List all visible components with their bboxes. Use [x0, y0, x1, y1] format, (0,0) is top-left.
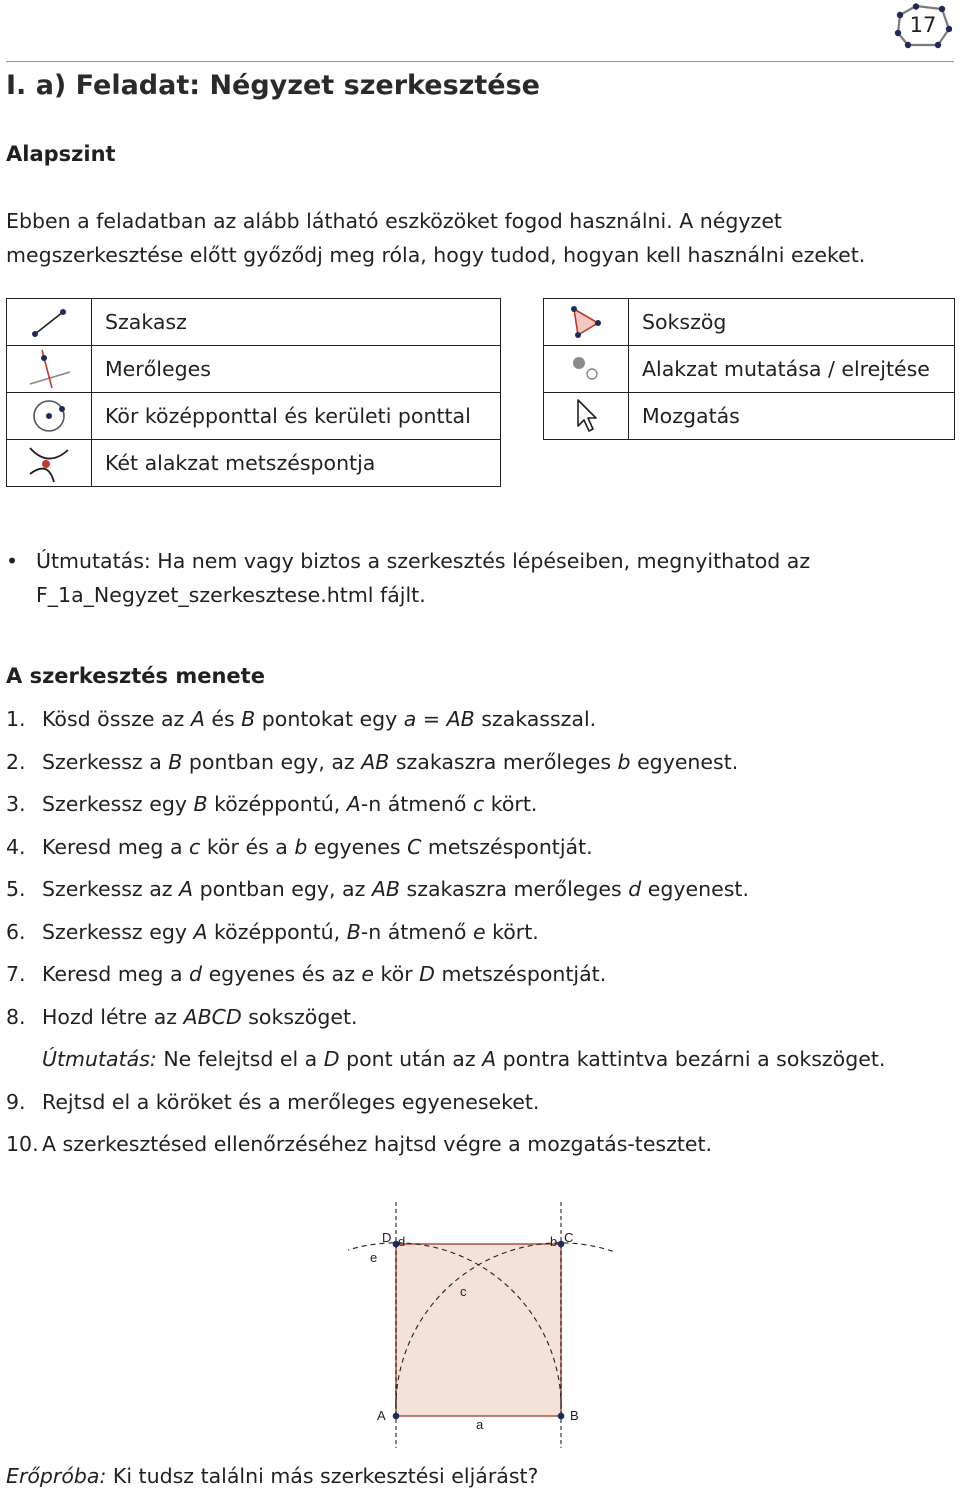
- step-number: 10.: [6, 1132, 39, 1156]
- tool-label-circle: Kör középponttal és kerületi ponttal: [92, 393, 501, 440]
- challenge-label: Erőpróba:: [6, 1464, 107, 1488]
- header-rule: [6, 61, 954, 62]
- tool-row-polygon: [544, 299, 955, 346]
- page-title: I. a) Feladat: Négyzet szerkesztése: [6, 70, 540, 101]
- bullet: •: [6, 549, 19, 573]
- step-4: [6, 830, 946, 873]
- step-number: 6.: [6, 919, 26, 944]
- page-number: 17: [909, 13, 937, 37]
- tool-label-perpendicular: Merőleges: [92, 346, 501, 393]
- step-10: [6, 1127, 946, 1170]
- square-abcd: [396, 1244, 561, 1416]
- label-c: c: [460, 1284, 467, 1299]
- label-b: b: [550, 1234, 558, 1249]
- square-construction-figure: [340, 1198, 630, 1458]
- polygon-icon: [544, 299, 629, 346]
- tool-label-intersection: Két alakzat metszéspontja: [92, 440, 501, 487]
- tool-label-polygon: Sokszög: [629, 299, 955, 346]
- step-8: [6, 1000, 946, 1043]
- level-heading: Alapszint: [6, 142, 116, 166]
- step-text: Kösd össze az A és B pontokat egy a = AB szakasszal.: [42, 707, 597, 731]
- step-9: [6, 1085, 946, 1128]
- step-2: [6, 745, 946, 788]
- tool-row-perpendicular: [7, 346, 501, 393]
- step-text: Keresd meg a d egyenes és az e kör D metszéspontját.: [42, 962, 607, 986]
- intro-paragraph: Ebben a feladatban az alább látható eszközöket fogod használni. A négyzet megszerkesztése előtt győződj meg róla, hogy tudod, hogyan kell használni ezeket.: [6, 209, 866, 267]
- step-1: [6, 702, 946, 745]
- construction-diagram: [340, 1198, 630, 1458]
- label-e: e: [370, 1250, 378, 1265]
- step-text: Rejtsd el a köröket és a merőleges egyeneseket.: [42, 1089, 540, 1114]
- steps-heading: A szerkesztés menete: [6, 664, 265, 688]
- tool-label-move: Mozgatás: [629, 393, 955, 440]
- step-number: 9.: [6, 1089, 26, 1114]
- show-hide-icon: [544, 346, 629, 393]
- step-number: 7.: [6, 962, 26, 986]
- step-number: 1.: [6, 707, 26, 731]
- step-text: Szerkessz a B pontban egy, az AB szakaszra merőleges b egyenest.: [42, 749, 739, 774]
- step-number: 5.: [6, 877, 26, 901]
- step-number: 3.: [6, 792, 26, 816]
- tools-table-right: [543, 298, 955, 440]
- tools-table-left: [6, 298, 501, 487]
- step-6: [6, 915, 946, 958]
- label-d: d: [398, 1234, 406, 1249]
- hint-paragraph: [6, 544, 946, 612]
- step-number: 4.: [6, 834, 26, 859]
- point-b: [558, 1413, 565, 1420]
- move-cursor-icon: [544, 393, 629, 440]
- label-B: B: [570, 1408, 579, 1423]
- tool-row-intersection: [7, 440, 501, 487]
- step-text: Szerkessz egy B középpontú, A-n átmenő c kört.: [42, 792, 538, 816]
- step-hint-text: Útmutatás: Ne felejtsd el a D pont után az A pontra kattintva bezárni a sokszöget.: [42, 1047, 886, 1071]
- perpendicular-icon: [7, 346, 92, 393]
- step-8-hint: [6, 1042, 946, 1085]
- tool-row-segment: [7, 299, 501, 346]
- steps-list: [6, 702, 946, 1170]
- step-text: Szerkessz az A pontban egy, az AB szakaszra merőleges d egyenest.: [42, 877, 749, 901]
- challenge-footer: [6, 1464, 538, 1488]
- step-text: Hozd létre az ABCD sokszöget.: [42, 1004, 358, 1029]
- page-number-badge: [894, 3, 952, 49]
- tool-label-show-hide: Alakzat mutatása / elrejtése: [629, 346, 955, 393]
- tool-row-circle: [7, 393, 501, 440]
- tool-row-show-hide: [544, 346, 955, 393]
- label-a: a: [476, 1417, 484, 1432]
- tool-label-segment: Szakasz: [92, 299, 501, 346]
- step-text: Keresd meg a c kör és a b egyenes C metszéspontját.: [42, 834, 593, 859]
- step-number: 2.: [6, 749, 26, 774]
- hint-text: Útmutatás: Ha nem vagy biztos a szerkesztés lépéseiben, megnyithatod az F_1a_Negyzet_szerkesztese.html fájlt.: [36, 549, 811, 607]
- segment-icon: [7, 299, 92, 346]
- step-text: A szerkesztésed ellenőrzéséhez hajtsd végre a mozgatás-tesztet.: [42, 1132, 713, 1156]
- step-5: [6, 872, 946, 915]
- label-A: A: [377, 1408, 386, 1423]
- step-7: [6, 957, 946, 1000]
- challenge-text: Ki tudsz találni más szerkesztési eljárást?: [106, 1464, 539, 1488]
- tool-row-move: [544, 393, 955, 440]
- intersection-icon: [7, 440, 92, 487]
- step-text: Szerkessz egy A középpontú, B-n átmenő e kört.: [42, 919, 539, 944]
- label-C: C: [564, 1230, 574, 1245]
- circle-center-point-icon: [7, 393, 92, 440]
- step-3: [6, 787, 946, 830]
- point-a: [393, 1413, 400, 1420]
- label-D: D: [382, 1230, 392, 1245]
- step-number: 8.: [6, 1004, 26, 1029]
